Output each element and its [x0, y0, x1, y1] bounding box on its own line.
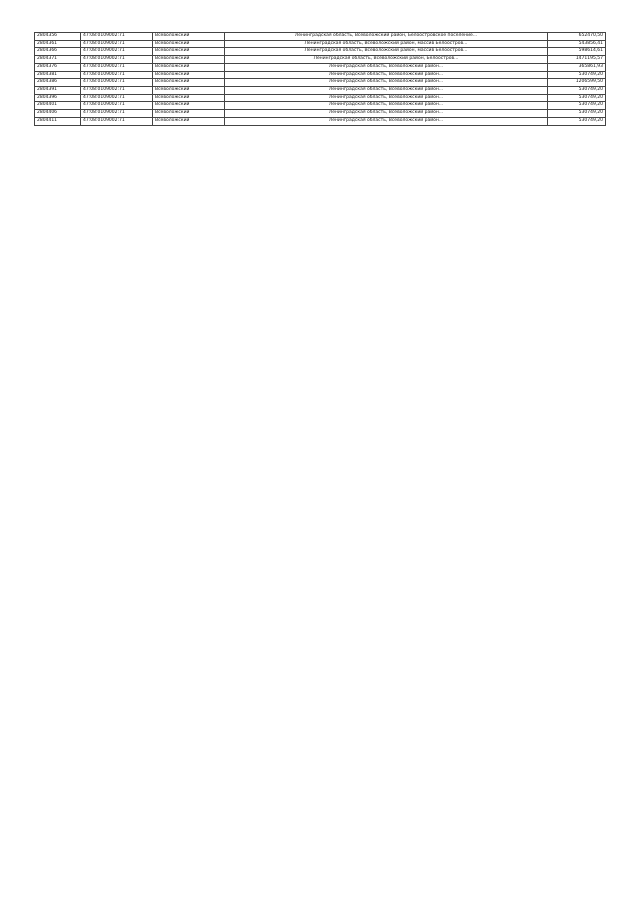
amount-cell: 543856,41: [548, 40, 606, 48]
amount-cell: 365861,93: [548, 63, 606, 71]
row-id-cell: 2804401: [35, 102, 81, 110]
cadastral-number-cell: 47:08:0109002:71: [81, 33, 153, 41]
district-cell: Всеволожский: [153, 110, 225, 118]
document-page: [34, 32, 606, 878]
table-row: [35, 63, 606, 71]
address-cell: Ленинградская область, Всеволожский район...: [225, 110, 548, 118]
address-cell: Ленинградская область, Всеволожский район, Белоостров...: [225, 56, 548, 64]
amount-cell: 530749,20: [548, 71, 606, 79]
cadastral-number-cell: 47:08:0109002:71: [81, 117, 153, 125]
cadastral-number-cell: 47:08:0109002:71: [81, 94, 153, 102]
amount-cell: 530749,20: [548, 110, 606, 118]
address-cell: Ленинградская область, Всеволожский район...: [225, 102, 548, 110]
address-cell: Ленинградская область, Всеволожский район...: [225, 87, 548, 95]
table-row: [35, 117, 606, 125]
cadastral-number-cell: 47:08:0109002:71: [81, 79, 153, 87]
row-id-cell: 2804371: [35, 56, 81, 64]
cadastral-number-cell: 47:08:0109002:71: [81, 102, 153, 110]
row-id-cell: 2804391: [35, 87, 81, 95]
table-row: [35, 56, 606, 64]
cadastral-number-cell: 47:08:0109002:71: [81, 63, 153, 71]
amount-cell: 530749,20: [548, 87, 606, 95]
table-row: [35, 71, 606, 79]
cadastral-number-cell: 47:08:0109002:71: [81, 110, 153, 118]
cadastral-number-cell: 47:08:0109002:71: [81, 87, 153, 95]
address-cell: Ленинградская область, Всеволожский район...: [225, 63, 548, 71]
district-cell: Всеволожский: [153, 102, 225, 110]
district-cell: Всеволожский: [153, 40, 225, 48]
district-cell: Всеволожский: [153, 71, 225, 79]
amount-cell: 530749,20: [548, 117, 606, 125]
table-row: [35, 33, 606, 41]
cadastral-number-cell: 47:08:0109002:71: [81, 71, 153, 79]
amount-cell: 652470,50: [548, 33, 606, 41]
address-cell: Ленинградская область, Всеволожский район...: [225, 71, 548, 79]
amount-cell: 1471195,57: [548, 56, 606, 64]
district-cell: Всеволожский: [153, 48, 225, 56]
address-cell: Ленинградская область, Всеволожский район...: [225, 117, 548, 125]
table-row: [35, 94, 606, 102]
amount-cell: 530749,20: [548, 94, 606, 102]
address-cell: Ленинградская область, Всеволожский район, массив Белоостров...: [225, 40, 548, 48]
amount-cell: 1206599,50: [548, 79, 606, 87]
row-id-cell: 2804396: [35, 94, 81, 102]
district-cell: Всеволожский: [153, 117, 225, 125]
district-cell: Всеволожский: [153, 87, 225, 95]
address-cell: Ленинградская область, Всеволожский район...: [225, 79, 548, 87]
row-id-cell: 2804406: [35, 110, 81, 118]
district-cell: Всеволожский: [153, 94, 225, 102]
register-table-body: [35, 33, 606, 126]
row-id-cell: 2804366: [35, 48, 81, 56]
table-row: [35, 40, 606, 48]
district-cell: Всеволожский: [153, 63, 225, 71]
row-id-cell: 2804381: [35, 71, 81, 79]
cadastral-number-cell: 47:08:0109002:71: [81, 40, 153, 48]
cadastral-number-cell: 47:08:0109002:71: [81, 56, 153, 64]
district-cell: Всеволожский: [153, 33, 225, 41]
cadastral-number-cell: 47:08:0109002:71: [81, 48, 153, 56]
row-id-cell: 2804376: [35, 63, 81, 71]
district-cell: Всеволожский: [153, 56, 225, 64]
table-row: [35, 87, 606, 95]
row-id-cell: 2804386: [35, 79, 81, 87]
address-cell: Ленинградская область, Всеволожский район, массив Белоостров...: [225, 48, 548, 56]
row-id-cell: 2804411: [35, 117, 81, 125]
row-id-cell: 2804356: [35, 33, 81, 41]
table-row: [35, 48, 606, 56]
address-cell: Ленинградская область, Всеволожский район...: [225, 94, 548, 102]
table-row: [35, 110, 606, 118]
table-row: [35, 79, 606, 87]
row-id-cell: 2804361: [35, 40, 81, 48]
amount-cell: 530749,20: [548, 102, 606, 110]
table-row: [35, 102, 606, 110]
amount-cell: 598614,61: [548, 48, 606, 56]
district-cell: Всеволожский: [153, 79, 225, 87]
address-cell: Ленинградская область, Всеволожский район, Белоостровское поселение...: [225, 33, 548, 41]
register-table: [34, 32, 606, 126]
